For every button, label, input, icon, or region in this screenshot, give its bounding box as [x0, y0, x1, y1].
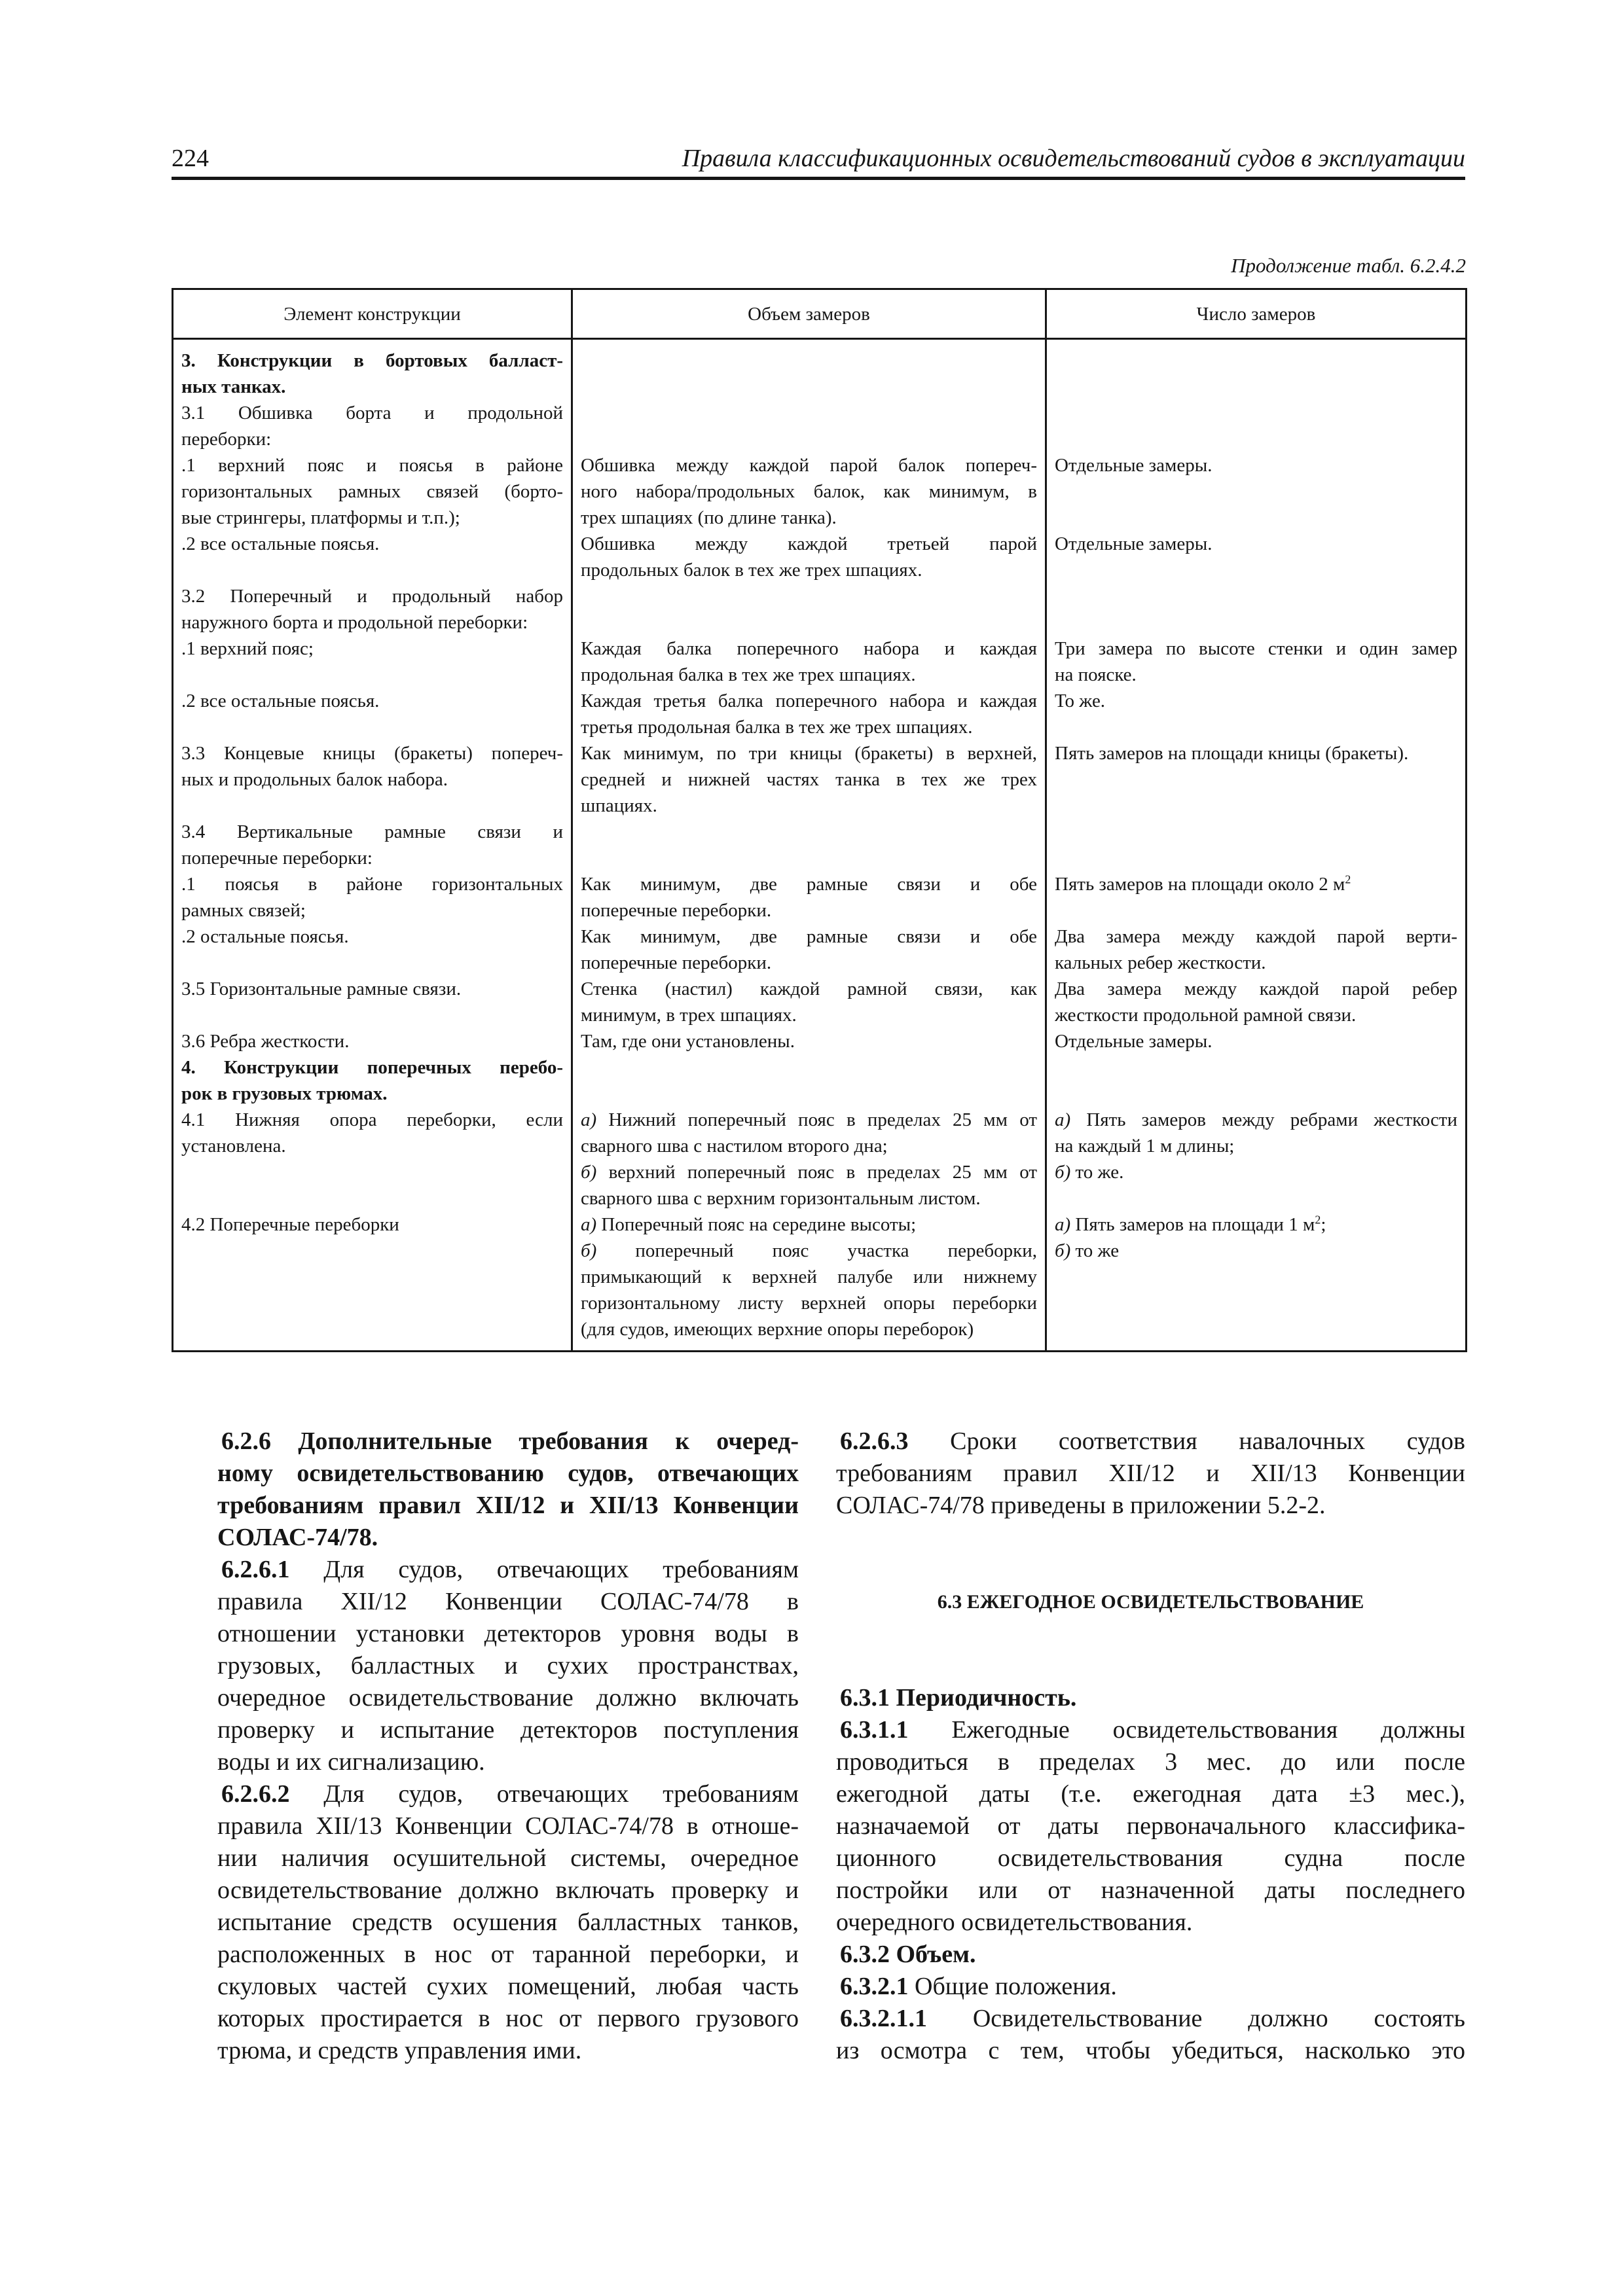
text-line	[217, 1842, 799, 1874]
text-line	[836, 1490, 1465, 1522]
spacer	[1055, 609, 1457, 636]
spacer	[1055, 557, 1457, 583]
line-text: Освидетельствование должно состоять	[927, 2005, 1465, 2032]
line-text: Общие положения.	[908, 1973, 1117, 2000]
text-line	[581, 1159, 1037, 1185]
text-line	[1055, 1159, 1457, 1185]
text-line	[836, 1746, 1465, 1778]
text-line	[1055, 1028, 1457, 1054]
line-text: Пять замеров на площади 1 м	[1070, 1214, 1315, 1235]
line-text: скуловых частей сухих помещений, любая часть	[217, 1973, 799, 2000]
clause-number: 6.3.2.1.1	[840, 2005, 927, 2032]
line-text: назначаемой от даты первоначального классифика-	[836, 1812, 1465, 1840]
text-line	[217, 1874, 799, 1907]
line-text: поперечные переборки:	[181, 848, 373, 869]
measurements-table	[172, 288, 1467, 1352]
line-text: 3.6 Ребра жесткости.	[181, 1031, 350, 1052]
line-text: Пять замеров на площади кницы (бракеты).	[1055, 743, 1409, 764]
line-text: поперечный пояс участка переборки,	[596, 1240, 1037, 1261]
superscript: 2	[1315, 1213, 1321, 1227]
spacer	[181, 1185, 563, 1211]
spacer	[181, 793, 563, 819]
list-marker: б)	[581, 1240, 597, 1261]
spacer	[581, 348, 1037, 374]
line-text: 4.1 Нижняя опора переборки, если	[181, 1109, 563, 1130]
spacer	[181, 714, 563, 740]
list-marker: б)	[1055, 1240, 1071, 1261]
text-line	[181, 819, 563, 845]
line-text: Как минимум, две рамные связи и обе	[581, 926, 1037, 947]
clause-number: 6.3.1 Периодичность.	[840, 1684, 1077, 1712]
line-text: Нижний поперечный пояс в пределах 25 мм от	[596, 1109, 1037, 1130]
text-line	[217, 1650, 799, 1682]
line-text: Отдельные замеры.	[1055, 1031, 1213, 1052]
line-text: на каждый 1 м длины;	[1055, 1136, 1235, 1157]
clause-number: 6.2.6.3	[840, 1427, 909, 1455]
clause-number: 6.3.1.1	[840, 1716, 909, 1744]
spacer	[1055, 714, 1457, 740]
spacer	[1055, 400, 1457, 426]
line-text: горизонтальному листу верхней опоры переборки	[581, 1293, 1037, 1314]
clause-number: 6.2.6.2	[221, 1780, 290, 1808]
text-line	[217, 1810, 799, 1842]
text-line	[836, 2003, 1465, 2035]
text-line	[1055, 636, 1457, 662]
text-line	[836, 2035, 1465, 2067]
text-line	[1055, 531, 1457, 557]
list-marker: б)	[1055, 1162, 1071, 1183]
line-text: ежегодной даты (т.е. ежегодная дата ±3 мес.),	[836, 1780, 1465, 1808]
text-line	[581, 897, 1037, 924]
line-text: 3.1 Обшивка борта и продольной	[181, 403, 563, 423]
line-text: расположенных в нос от таранной переборки, и	[217, 1941, 799, 1968]
text-line	[581, 1290, 1037, 1316]
spacer	[1055, 478, 1457, 505]
spacer	[1055, 793, 1457, 819]
spacer	[581, 819, 1037, 845]
text-line	[217, 1490, 799, 1522]
list-marker: б)	[581, 1162, 597, 1183]
text-line	[217, 1746, 799, 1778]
text-line	[581, 1002, 1037, 1028]
text-line	[836, 1714, 1465, 1746]
text-line	[581, 924, 1037, 950]
text-line	[581, 531, 1037, 557]
text-line	[1055, 871, 1457, 897]
text-line	[581, 478, 1037, 505]
page-header	[172, 144, 1465, 179]
text-line	[181, 1133, 563, 1159]
line-text: .2 остальные поясья.	[181, 926, 349, 947]
line-text: продольных балок в тех же трех шпациях.	[581, 560, 922, 581]
line-text: сварного шва с верхним горизонтальным листом.	[581, 1188, 981, 1209]
spacer	[1055, 374, 1457, 400]
line-text: то же	[1070, 1240, 1120, 1261]
text-line	[217, 1939, 799, 1971]
spacer	[181, 557, 563, 583]
line-text: Каждая третья балка поперечного набора и каждая	[581, 691, 1037, 711]
text-line	[836, 1907, 1465, 1939]
line-text: СОЛАС-74/78 приведены в приложении 5.2-2.	[836, 1492, 1326, 1519]
text-line	[1055, 740, 1457, 766]
text-line	[217, 1426, 799, 1458]
line-text: рамных связей;	[181, 900, 306, 921]
line-text: средней и нижней частях танка в тех же трех	[581, 769, 1037, 790]
text-line	[217, 1522, 799, 1554]
text-line	[1055, 976, 1457, 1002]
text-line	[1055, 950, 1457, 976]
line-text: Обшивка между каждой парой балок попереч-	[581, 455, 1037, 476]
line-text: которых простирается в нос от первого грузового	[217, 2005, 799, 2032]
list-marker: а)	[1055, 1214, 1071, 1235]
spacer	[581, 609, 1037, 636]
right-intro-paragraph	[836, 1426, 1465, 1522]
line-text: рок в грузовых трюмах.	[181, 1083, 388, 1104]
line-text: Отдельные замеры.	[1055, 455, 1213, 476]
section-heading: 6.3 ЕЖЕГОДНОЕ ОСВИДЕТЕЛЬСТВОВАНИЕ	[937, 1591, 1364, 1613]
spacer	[581, 426, 1037, 452]
column-header-scope: Объем замеров	[572, 289, 1046, 339]
line-text: примыкающий к верхней палубе или нижнему	[581, 1266, 1037, 1287]
spacer	[1055, 1185, 1457, 1211]
line-text: очередного освидетельствования.	[836, 1909, 1193, 1936]
line-text: кальных ребер жесткости.	[1055, 952, 1266, 973]
line-text: третья продольная балка в тех же трех шпациях.	[581, 717, 973, 738]
spacer	[581, 845, 1037, 871]
clause-number: 6.2.6	[221, 1427, 271, 1455]
line-text: .1 верхний пояс и поясья в районе	[181, 455, 563, 476]
right-body-paragraphs	[836, 1682, 1465, 2067]
line-text: проверку и испытание детекторов поступления	[217, 1716, 799, 1744]
text-line	[581, 452, 1037, 478]
text-line	[217, 1618, 799, 1650]
spacer	[1055, 505, 1457, 531]
line-text: горизонтальных рамных связей (борто-	[181, 481, 563, 502]
spacer	[181, 1002, 563, 1028]
text-line	[581, 636, 1037, 662]
line-text: трюма, и средств управления ими.	[217, 2037, 582, 2064]
spacer	[181, 1159, 563, 1185]
line-text: 3.5 Горизонтальные рамные связи.	[181, 978, 462, 999]
text-line	[181, 609, 563, 636]
spacer	[1055, 348, 1457, 374]
line-text: ного набора/продольных балок, как минимум, в	[581, 481, 1037, 502]
line-text: Обшивка между каждой третьей парой	[581, 533, 1037, 554]
line-text: из осмотра с тем, чтобы убедиться, насколько это	[836, 2037, 1465, 2064]
spacer	[1055, 766, 1457, 793]
line-text: переборки:	[181, 429, 272, 450]
text-line	[217, 1458, 799, 1490]
line-text: То же.	[1055, 691, 1106, 711]
line-text: очередное освидетельствование должно включать	[217, 1684, 799, 1712]
text-line	[181, 583, 563, 609]
list-marker: а)	[1055, 1109, 1071, 1130]
line-text: то же.	[1070, 1162, 1124, 1183]
line-text: Два замера между каждой парой ребер	[1055, 978, 1457, 999]
text-line	[217, 1971, 799, 2003]
right-text-column	[836, 1426, 1465, 2067]
cell-structural-elements	[173, 339, 572, 1352]
line-text: Поперечный пояс на середине высоты;	[596, 1214, 917, 1235]
line-text: ных и продольных балок набора.	[181, 769, 448, 790]
line-text: отношении установки детекторов уровня воды в	[217, 1620, 799, 1647]
line-text: Для судов, отвечающих требованиям	[289, 1780, 799, 1808]
text-line	[181, 531, 563, 557]
line-text: нии наличия осушительной системы, очередное	[217, 1844, 799, 1872]
spacer	[181, 950, 563, 976]
text-line	[181, 374, 563, 400]
text-line	[1055, 1133, 1457, 1159]
text-line	[581, 740, 1037, 766]
text-line	[581, 1264, 1037, 1290]
line-tail: ;	[1321, 1214, 1326, 1235]
text-line	[836, 1778, 1465, 1810]
line-text: поперечные переборки.	[581, 952, 772, 973]
clause-number: 6.2.6.1	[221, 1556, 290, 1583]
text-line	[836, 1426, 1465, 1458]
line-text: Сроки соответствия навалочных судов	[908, 1427, 1465, 1455]
text-line	[181, 348, 563, 374]
text-line	[217, 1714, 799, 1746]
line-text: верхний поперечный пояс в пределах 25 мм от	[596, 1162, 1037, 1183]
text-line	[181, 1107, 563, 1133]
text-line	[581, 871, 1037, 897]
line-text: 3. Конструкции в бортовых балласт-	[181, 350, 563, 371]
line-text: .1 верхний пояс;	[181, 638, 314, 659]
superscript: 2	[1345, 872, 1351, 886]
text-line	[181, 897, 563, 924]
text-line	[581, 1028, 1037, 1054]
column-header-element: Элемент конструкции	[173, 289, 572, 339]
line-text: Пять замеров между ребрами жесткости	[1070, 1109, 1457, 1130]
text-line	[217, 2003, 799, 2035]
text-line	[181, 976, 563, 1002]
line-text: (для судов, имеющих верхние опоры переборок)	[581, 1319, 974, 1340]
text-line	[1055, 1211, 1457, 1238]
text-line	[181, 688, 563, 714]
line-text: правила XII/13 Конвенции СОЛАС-74/78 в отноше-	[217, 1812, 799, 1840]
text-line	[836, 1682, 1465, 1714]
line-text: .2 все остальные поясья.	[181, 533, 380, 554]
line-text: Как минимум, по три кницы (бракеты) в верхней,	[581, 743, 1037, 764]
line-text: .1 поясья в районе горизонтальных	[181, 874, 563, 895]
text-line	[1055, 1002, 1457, 1028]
line-text: Пять замеров на площади около 2 м	[1055, 874, 1345, 895]
line-text: Два замера между каждой парой верти-	[1055, 926, 1457, 947]
spacer	[1055, 426, 1457, 452]
text-line	[181, 766, 563, 793]
text-line	[181, 1028, 563, 1054]
text-line	[181, 505, 563, 531]
line-text: продольная балка в тех же трех шпациях.	[581, 664, 916, 685]
line-text: грузовых, балластных и сухих пространствах,	[217, 1652, 799, 1679]
text-line	[181, 478, 563, 505]
text-line	[181, 452, 563, 478]
text-line	[217, 2035, 799, 2067]
text-line	[217, 1682, 799, 1714]
list-marker: а)	[581, 1214, 597, 1235]
text-line	[1055, 452, 1457, 478]
text-line	[181, 1081, 563, 1107]
text-line	[581, 766, 1037, 793]
text-line	[581, 1185, 1037, 1211]
left-text-column	[217, 1426, 799, 2067]
page-number: 224	[172, 145, 209, 172]
text-line	[836, 1458, 1465, 1490]
text-line	[181, 400, 563, 426]
text-line	[1055, 662, 1457, 688]
line-text: Каждая балка поперечного набора и каждая	[581, 638, 1037, 659]
text-line	[1055, 1238, 1457, 1264]
line-text: 4. Конструкции поперечных перебо-	[181, 1057, 563, 1078]
line-text: трех шпациях (по длине танка).	[581, 507, 837, 528]
text-line	[181, 636, 563, 662]
line-text: испытание средств осушения балластных танков,	[217, 1909, 799, 1936]
spacer	[1055, 1081, 1457, 1107]
line-text: правила XII/12 Конвенции СОЛАС-74/78 в	[217, 1588, 799, 1615]
text-line	[581, 662, 1037, 688]
line-text: Для судов, отвечающих требованиям	[289, 1556, 799, 1583]
line-text: воды и их сигнализацию.	[217, 1748, 485, 1776]
text-line	[581, 976, 1037, 1002]
spacer	[581, 583, 1037, 609]
text-line	[836, 1971, 1465, 2003]
line-text: ных танках.	[181, 376, 286, 397]
line-text: освидетельствование должно включать проверку и	[217, 1876, 799, 1904]
text-line	[836, 1810, 1465, 1842]
clause-number: 6.3.2.1	[840, 1973, 909, 2000]
text-line	[581, 505, 1037, 531]
text-line	[181, 924, 563, 950]
text-line	[581, 688, 1037, 714]
text-line	[217, 1554, 799, 1586]
text-line	[181, 740, 563, 766]
clause-number: 6.3.2 Объем.	[840, 1941, 976, 1968]
table-continuation-label: Продолжение табл. 6.2.4.2	[1231, 254, 1466, 277]
cell-measurement-scope	[572, 339, 1046, 1352]
line-text: 4.2 Поперечные переборки	[181, 1214, 399, 1235]
line-text: наружного борта и продольной переборки:	[181, 612, 528, 633]
line-text: вые стрингеры, платформы и т.п.);	[181, 507, 460, 528]
spacer	[1055, 845, 1457, 871]
text-line	[181, 1054, 563, 1081]
line-text: установлена.	[181, 1136, 286, 1157]
line-text: Отдельные замеры.	[1055, 533, 1213, 554]
spacer	[581, 400, 1037, 426]
spacer	[181, 662, 563, 688]
text-line	[181, 1211, 563, 1238]
line-text: 3.3 Концевые кницы (бракеты) попереч-	[181, 743, 563, 764]
spacer	[581, 1081, 1037, 1107]
spacer	[581, 1054, 1037, 1081]
line-text: ционного освидетельствования судна после	[836, 1844, 1465, 1872]
cell-measurement-count	[1046, 339, 1467, 1352]
line-text: требованиям правил XII/12 и XII/13 Конвенции	[217, 1492, 799, 1519]
line-text: СОЛАС-74/78.	[217, 1524, 378, 1551]
text-line	[581, 793, 1037, 819]
table-row	[173, 339, 1467, 1352]
line-text: 3.2 Поперечный и продольный набор	[181, 586, 563, 607]
text-line	[217, 1586, 799, 1618]
text-line	[1055, 1107, 1457, 1133]
line-text: Ежегодные освидетельствования должны	[908, 1716, 1465, 1744]
line-text: сварного шва с настилом второго дна;	[581, 1136, 888, 1157]
text-line	[836, 1842, 1465, 1874]
spacer	[1055, 819, 1457, 845]
spacer	[1055, 897, 1457, 924]
line-text: Там, где они установлены.	[581, 1031, 795, 1052]
line-text: проводиться в пределах 3 мес. до или после	[836, 1748, 1465, 1776]
line-text: Стенка (настил) каждой рамной связи, как	[581, 978, 1037, 999]
line-text: Три замера по высоте стенки и один замер	[1055, 638, 1457, 659]
text-line	[1055, 688, 1457, 714]
column-header-count: Число замеров	[1046, 289, 1467, 339]
spacer	[1055, 1054, 1457, 1081]
text-line	[181, 845, 563, 871]
line-text: Как минимум, две рамные связи и обе	[581, 874, 1037, 895]
text-line	[1055, 924, 1457, 950]
running-title: Правила классификационных освидетельствований судов в эксплуатации	[682, 145, 1465, 172]
text-line	[581, 1238, 1037, 1264]
spacer	[1055, 583, 1457, 609]
line-text: постройки или от назначенной даты последнего	[836, 1876, 1465, 1904]
text-line	[217, 1907, 799, 1939]
table-header-row	[173, 289, 1467, 339]
line-text: ному освидетельствованию судов, отвечающих	[217, 1460, 799, 1487]
text-line	[581, 1107, 1037, 1133]
text-line	[581, 1133, 1037, 1159]
text-line	[181, 426, 563, 452]
text-line	[581, 557, 1037, 583]
text-line	[581, 950, 1037, 976]
line-text: 3.4 Вертикальные рамные связи и	[181, 821, 563, 842]
text-line	[181, 871, 563, 897]
text-line	[836, 1939, 1465, 1971]
line-text: требованиям правил XII/12 и XII/13 Конвенции	[836, 1460, 1465, 1487]
header-rule	[172, 177, 1465, 180]
line-text: минимум, в трех шпациях.	[581, 1005, 797, 1026]
text-line	[836, 1874, 1465, 1907]
list-marker: а)	[581, 1109, 597, 1130]
line-text: поперечные переборки.	[581, 900, 772, 921]
line-text: жесткости продольной рамной связи.	[1055, 1005, 1357, 1026]
spacer	[581, 374, 1037, 400]
line-text: шпациях.	[581, 795, 657, 816]
line-text: Дополнительные требования к очеред-	[271, 1427, 799, 1455]
text-line	[581, 1211, 1037, 1238]
text-line	[581, 1316, 1037, 1342]
text-line	[217, 1778, 799, 1810]
text-line	[581, 714, 1037, 740]
line-text: на пояске.	[1055, 664, 1137, 685]
line-text: .2 все остальные поясья.	[181, 691, 380, 711]
